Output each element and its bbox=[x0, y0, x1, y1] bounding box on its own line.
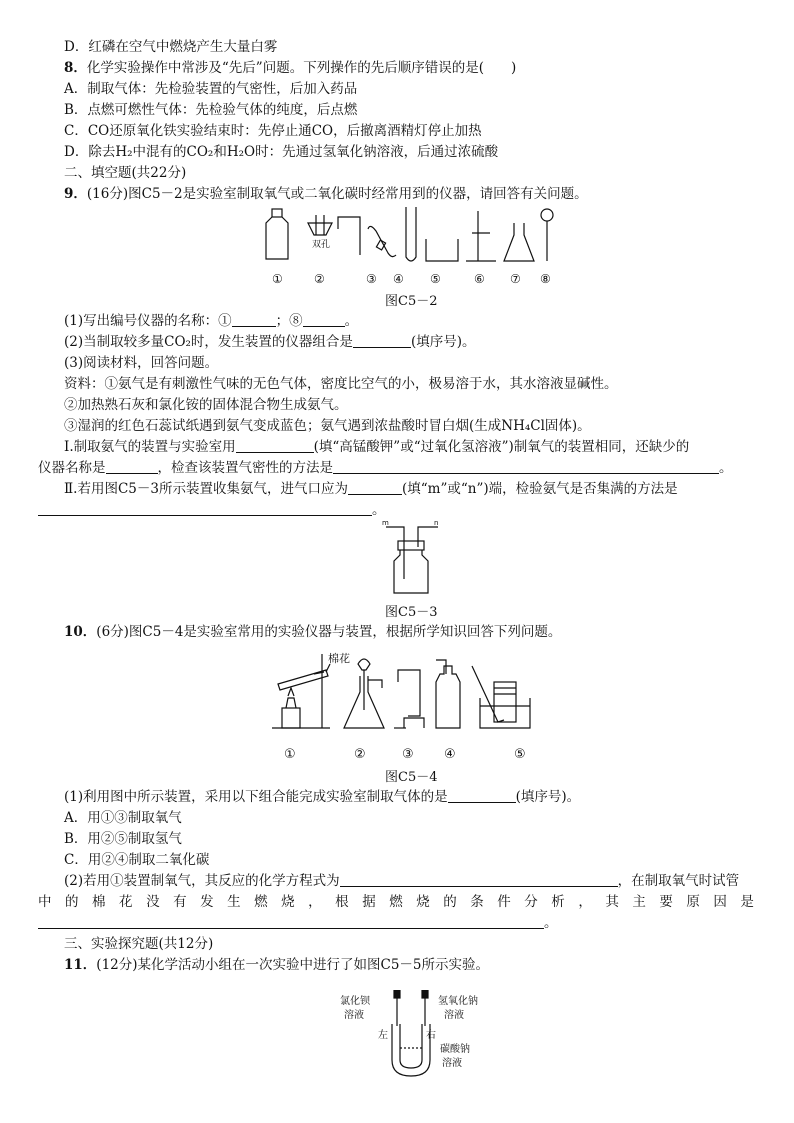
q10-blank-combo[interactable] bbox=[448, 788, 516, 803]
q10-part2-cont bbox=[38, 913, 558, 933]
q9-part3: (3)阅读材料，回答问题。 bbox=[64, 355, 219, 371]
q10-part2-text: (2)若用①装置制氧气，其反应的化学方程式为 bbox=[64, 873, 340, 889]
collection-bottle-4-drawing bbox=[436, 660, 460, 728]
q9-blank-combo[interactable] bbox=[353, 333, 411, 348]
na2co3-label-1: 碳酸钠 bbox=[440, 1044, 470, 1055]
q10-part2-char: 中 bbox=[38, 894, 52, 910]
q10-part2-char: 燃 bbox=[254, 894, 268, 910]
q9-roman-2-period: 。 bbox=[372, 502, 386, 518]
q7-option-d: D．红磷在空气中燃烧产生大量白雾 bbox=[64, 39, 278, 55]
fig4-label-2: ② bbox=[354, 747, 366, 762]
q10-option-c: C．用②④制取二氧化碳 bbox=[64, 852, 210, 868]
q10-part1-text: (1)利用图中所示装置，采用以下组合能完成实验室制取气体的是 bbox=[64, 789, 448, 805]
q9-material-3: ③湿润的红色石蕊试纸遇到氨气变成蓝色；氨气遇到浓盐酸时冒白烟(生成NH₄Cl固体)。 bbox=[64, 418, 591, 434]
section-2-heading: 二、填空题(共22分) bbox=[64, 165, 187, 181]
q10-part2-char: 据 bbox=[362, 894, 376, 910]
q9-blank-reagent[interactable] bbox=[236, 438, 314, 453]
q10-blank-equation[interactable] bbox=[340, 872, 618, 887]
dropper-right-drawing bbox=[422, 990, 428, 1026]
fig2-label-4: ④ bbox=[393, 272, 404, 286]
bacl2-label-2: 溶液 bbox=[344, 1010, 364, 1021]
rubber-tube-drawing bbox=[368, 226, 396, 256]
q10-part2-end: ，在制取氧气时试管 bbox=[617, 873, 740, 889]
q10-part2-char: 原 bbox=[686, 894, 700, 910]
q10-part2-char: ， bbox=[578, 894, 592, 910]
water-trough-collection-drawing bbox=[472, 666, 530, 728]
q10-part2-char: 烧 bbox=[416, 894, 430, 910]
dropper-left-drawing bbox=[394, 990, 400, 1026]
fig2-label-6: ⑥ bbox=[474, 272, 485, 286]
flask-with-funnel-drawing bbox=[344, 659, 384, 728]
q10-part2-char: 其 bbox=[605, 894, 619, 910]
heating-apparatus-drawing bbox=[272, 651, 350, 728]
q9-roman-1-text: Ⅰ.制取氨气的装置与实验室用 bbox=[64, 439, 236, 455]
bacl2-label-1: 氯化钡 bbox=[340, 996, 370, 1007]
q8-option-c: C．CO还原氧化铁实验结束时：先停止通CO，后撤离酒精灯停止加热 bbox=[64, 123, 482, 139]
q9-stem bbox=[64, 184, 588, 204]
q9-stem-text: (16分)图C5－2是实验室制取氧气或二氧化碳时经常用到的仪器，请回答有关问题。 bbox=[86, 186, 588, 202]
q10-part2-char: 花 bbox=[119, 894, 133, 910]
long-neck-funnel-drawing bbox=[541, 209, 553, 261]
q9-roman-2-cont bbox=[38, 500, 386, 520]
fig4-label-1: ① bbox=[284, 747, 296, 762]
iron-stand-drawing bbox=[466, 211, 496, 261]
q9-blank-1[interactable] bbox=[232, 312, 276, 327]
q10-part2-char: 生 bbox=[227, 894, 241, 910]
q9-blank-inlet[interactable] bbox=[348, 480, 402, 495]
q10-option-b: B．用②⑤制取氢气 bbox=[64, 831, 182, 847]
double-hole-label: 双孔 bbox=[312, 240, 331, 250]
q9-blank-instrument[interactable] bbox=[106, 459, 158, 474]
q9-part1-sep: ；⑧ bbox=[275, 313, 303, 329]
q10-part2-char: 根 bbox=[335, 894, 349, 910]
q10-part2-char: 发 bbox=[200, 894, 214, 910]
q9-blank-8[interactable] bbox=[303, 312, 345, 327]
q10-stem-text: (6分)图C5－4是实验室常用的实验仪器与装置，根据所学知识回答下列问题。 bbox=[96, 624, 562, 640]
fig2-label-1: ① bbox=[272, 272, 283, 286]
q9-roman-1-end: (填“高锰酸钾”或“过氧化氢溶液”)制氧气的装置相同，还缺少的 bbox=[313, 439, 690, 455]
figure-c5-3-gas-bottle bbox=[382, 521, 442, 601]
q9-blank-full-check[interactable] bbox=[38, 501, 372, 516]
q9-material-1: 资料：①氨气是有刺激性气味的无色气体，密度比空气的小，极易溶于水，其水溶液显碱性。 bbox=[64, 376, 618, 392]
q10-part2-char: 件 bbox=[497, 894, 511, 910]
q8-option-b: B．点燃可燃性气体：先检验气体的纯度，后点燃 bbox=[64, 102, 358, 118]
q10-part2-char: 燃 bbox=[389, 894, 403, 910]
q8-stem bbox=[64, 58, 516, 78]
naoh-label-2: 溶液 bbox=[444, 1010, 464, 1021]
q10-part2-char: 的 bbox=[65, 894, 79, 910]
fig3-m-label: m bbox=[382, 521, 389, 527]
u-tube-drawing bbox=[392, 1024, 430, 1076]
q8-stem-text: 化学实验操作中常涉及“先后”问题。下列操作的先后顺序错误的是( ) bbox=[86, 60, 517, 76]
q9-roman-2-text: Ⅱ.若用图C5－3所示装置收集氨气，进气口应为 bbox=[64, 481, 348, 497]
q9-part2-end: (填序号)。 bbox=[410, 334, 476, 350]
q9-part1-end: 。 bbox=[344, 313, 359, 329]
q10-part2-char: 烧 bbox=[281, 894, 295, 910]
q10-part2-period: 。 bbox=[544, 915, 558, 931]
cotton-label: 棉花 bbox=[328, 652, 350, 665]
fig2-label-3: ③ bbox=[366, 272, 377, 286]
q10-option-a: A．用①③制取氧气 bbox=[64, 810, 182, 826]
two-hole-stopper-drawing bbox=[308, 215, 332, 250]
fig3-n-label: n bbox=[434, 521, 439, 527]
fig4-label-5: ⑤ bbox=[514, 747, 526, 762]
fig2-label-2: ② bbox=[314, 272, 325, 286]
q10-part2-char: 因 bbox=[713, 894, 727, 910]
bent-glass-tube-drawing bbox=[338, 217, 360, 255]
q10-part2-char: 的 bbox=[443, 894, 457, 910]
q9-part1 bbox=[64, 311, 358, 331]
q11-stem bbox=[64, 955, 489, 975]
q9-roman-1-period: 。 bbox=[719, 460, 733, 476]
q9-instrument-text: 仪器名称是 bbox=[38, 460, 106, 476]
q10-blank-reason-cont[interactable] bbox=[38, 914, 544, 929]
collection-bottle-3-drawing bbox=[394, 670, 424, 728]
figure-c5-5-u-tube bbox=[330, 990, 500, 1080]
q9-roman-2 bbox=[64, 479, 678, 499]
right-label: 右 bbox=[426, 1030, 436, 1041]
figure-c5-3-caption: 图C5－3 bbox=[385, 605, 438, 620]
figure-c5-2-instruments bbox=[258, 205, 558, 287]
q9-material-2: ②加热熟石灰和氯化铵的固体混合物生成氨气。 bbox=[64, 397, 348, 413]
q10-stem bbox=[64, 622, 561, 642]
q9-blank-airtight[interactable] bbox=[333, 459, 719, 474]
q8-option-d: D．除去H₂中混有的CO₂和H₂O时：先通过氢氧化钠溶液，后通过浓硫酸 bbox=[64, 144, 499, 160]
figure-c5-4-caption: 图C5－4 bbox=[385, 770, 438, 785]
q8-number: 8． bbox=[64, 60, 87, 76]
q10-part2-char: 主 bbox=[632, 894, 646, 910]
fig4-label-4: ④ bbox=[444, 747, 456, 762]
fig2-label-7: ⑦ bbox=[510, 272, 521, 286]
left-label: 左 bbox=[378, 1030, 388, 1041]
q9-part2 bbox=[64, 332, 475, 352]
figure-c5-2-caption: 图C5－2 bbox=[385, 294, 438, 309]
conical-flask-drawing bbox=[504, 223, 534, 261]
section-3-heading: 三、实验探究题(共12分) bbox=[64, 936, 214, 952]
na2co3-label-2: 溶液 bbox=[442, 1058, 462, 1069]
q11-number: 11． bbox=[64, 957, 97, 973]
q9-part1-text: (1)写出编号仪器的名称：① bbox=[64, 313, 232, 329]
test-tube-drawing bbox=[406, 207, 416, 261]
q11-stem-text: (12分)某化学活动小组在一次实验中进行了如图C5－5所示实验。 bbox=[96, 957, 490, 973]
q10-part2-char: 要 bbox=[659, 894, 673, 910]
q10-part2-char: ， bbox=[308, 894, 322, 910]
q9-number: 9． bbox=[64, 186, 87, 202]
q10-part2-char: 没 bbox=[146, 894, 160, 910]
q10-part1-end: (填序号)。 bbox=[515, 789, 581, 805]
q10-part2 bbox=[64, 871, 739, 891]
q8-option-a: A．制取气体：先检验装置的气密性，后加入药品 bbox=[64, 81, 358, 97]
q10-part2-justified bbox=[38, 892, 754, 912]
naoh-label-1: 氢氧化钠 bbox=[438, 996, 478, 1007]
figure-c5-4-apparatus bbox=[268, 646, 548, 764]
fig2-label-5: ⑤ bbox=[430, 272, 441, 286]
q10-number: 10． bbox=[64, 624, 97, 640]
q10-part2-char: 是 bbox=[740, 894, 754, 910]
q10-part2-char: 析 bbox=[551, 894, 565, 910]
fig4-label-3: ③ bbox=[402, 747, 414, 762]
q10-part2-char: 棉 bbox=[92, 894, 106, 910]
q9-roman-1-cont bbox=[38, 458, 733, 478]
q9-part2-text: (2)当制取较多量CO₂时，发生装置的仪器组合是 bbox=[64, 334, 353, 350]
q10-part2-char: 分 bbox=[524, 894, 538, 910]
q9-roman-1 bbox=[64, 437, 689, 457]
gas-bottle-drawing bbox=[266, 209, 288, 259]
q10-part1 bbox=[64, 787, 580, 807]
water-trough-drawing bbox=[426, 239, 458, 261]
fig2-label-8: ⑧ bbox=[540, 272, 551, 286]
q10-part2-char: 条 bbox=[470, 894, 484, 910]
q9-roman-2-end: (填“m”或“n”)端，检验氨气是否集满的方法是 bbox=[401, 481, 678, 497]
q10-part2-char: 有 bbox=[173, 894, 187, 910]
q9-airtight-text: ，检查该装置气密性的方法是 bbox=[157, 460, 333, 476]
